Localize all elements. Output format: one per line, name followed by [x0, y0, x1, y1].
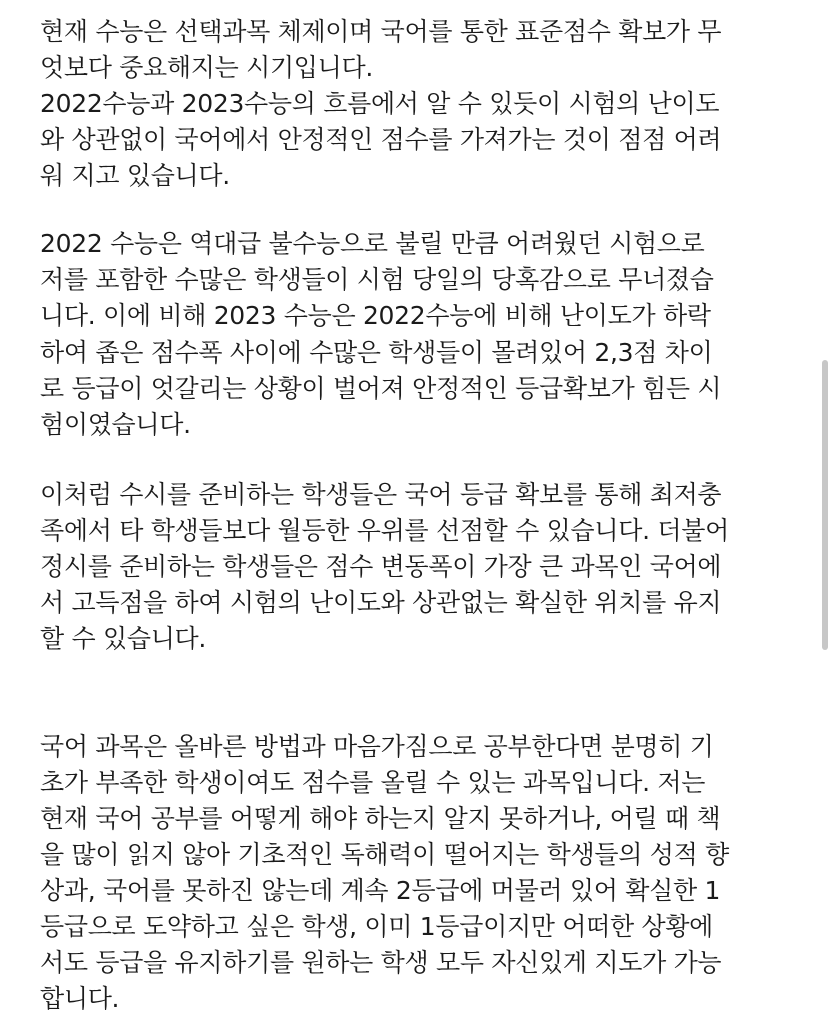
text-line: 국어 과목은 올바른 방법과 마음가짐으로 공부한다면 분명히 기	[40, 732, 714, 761]
text-line: 엇보다 중요해지는 시기입니다.	[40, 53, 373, 82]
text-line: 서도 등급을 유지하기를 원하는 학생 모두 자신있게 지도가 가능	[40, 948, 722, 977]
text-line: 서 고득점을 하여 시험의 난이도와 상관없는 확실한 위치를 유지	[40, 588, 722, 617]
text-line: 상과, 국어를 못하진 않는데 계속 2등급에 머물러 있어 확실한 1	[40, 876, 721, 905]
text-line: 이처럼 수시를 준비하는 학생들은 국어 등급 확보를 통해 최저충	[40, 480, 722, 509]
text-line: 할 수 있습니다.	[40, 624, 207, 653]
text-line: 등급으로 도약하고 싶은 학생, 이미 1등급이지만 어떠한 상황에	[40, 912, 714, 941]
text-line: 현재 수능은 선택과목 체제이며 국어를 통한 표준점수 확보가 무	[40, 17, 722, 46]
text-line: 와 상관없이 국어에서 안정적인 점수를 가져가는 것이 점점 어려	[40, 125, 722, 154]
text-line: 저를 포함한 수많은 학생들이 시험 당일의 당혹감으로 무너졌습	[40, 265, 714, 294]
text-line: 로 등급이 엇갈리는 상황이 벌어져 안정적인 등급확보가 힘든 시	[40, 374, 722, 403]
text-line: 니다. 이에 비해 2023 수능은 2022수능에 비해 난이도가 하락	[40, 301, 711, 330]
text-line: 험이였습니다.	[40, 410, 191, 439]
text-line: 합니다.	[40, 984, 120, 1013]
text-line: 현재 국어 공부를 어떻게 해야 하는지 알지 못하거나, 어릴 때 책	[40, 804, 721, 833]
text-line: 초가 부족한 학생이여도 점수를 올릴 수 있는 과목입니다. 저는	[40, 768, 706, 797]
text-line: 을 많이 읽지 않아 기초적인 독해력이 떨어지는 학생들의 성적 향	[40, 840, 729, 869]
text-line: 워 지고 있습니다.	[40, 161, 230, 190]
text-line: 2022 수능은 역대급 불수능으로 불릴 만큼 어려웠던 시험으로	[40, 229, 705, 258]
text-line: 정시를 준비하는 학생들은 점수 변동폭이 가장 큰 과목인 국어에	[40, 552, 722, 581]
vertical-scrollbar[interactable]	[822, 360, 828, 650]
text-line: 2022수능과 2023수능의 흐름에서 알 수 있듯이 시험의 난이도	[40, 89, 720, 118]
text-line: 족에서 타 학생들보다 월등한 우위를 선점할 수 있습니다. 더불어	[40, 516, 729, 545]
text-line: 하여 좁은 점수폭 사이에 수많은 학생들이 몰려있어 2,3점 차이	[40, 338, 713, 367]
